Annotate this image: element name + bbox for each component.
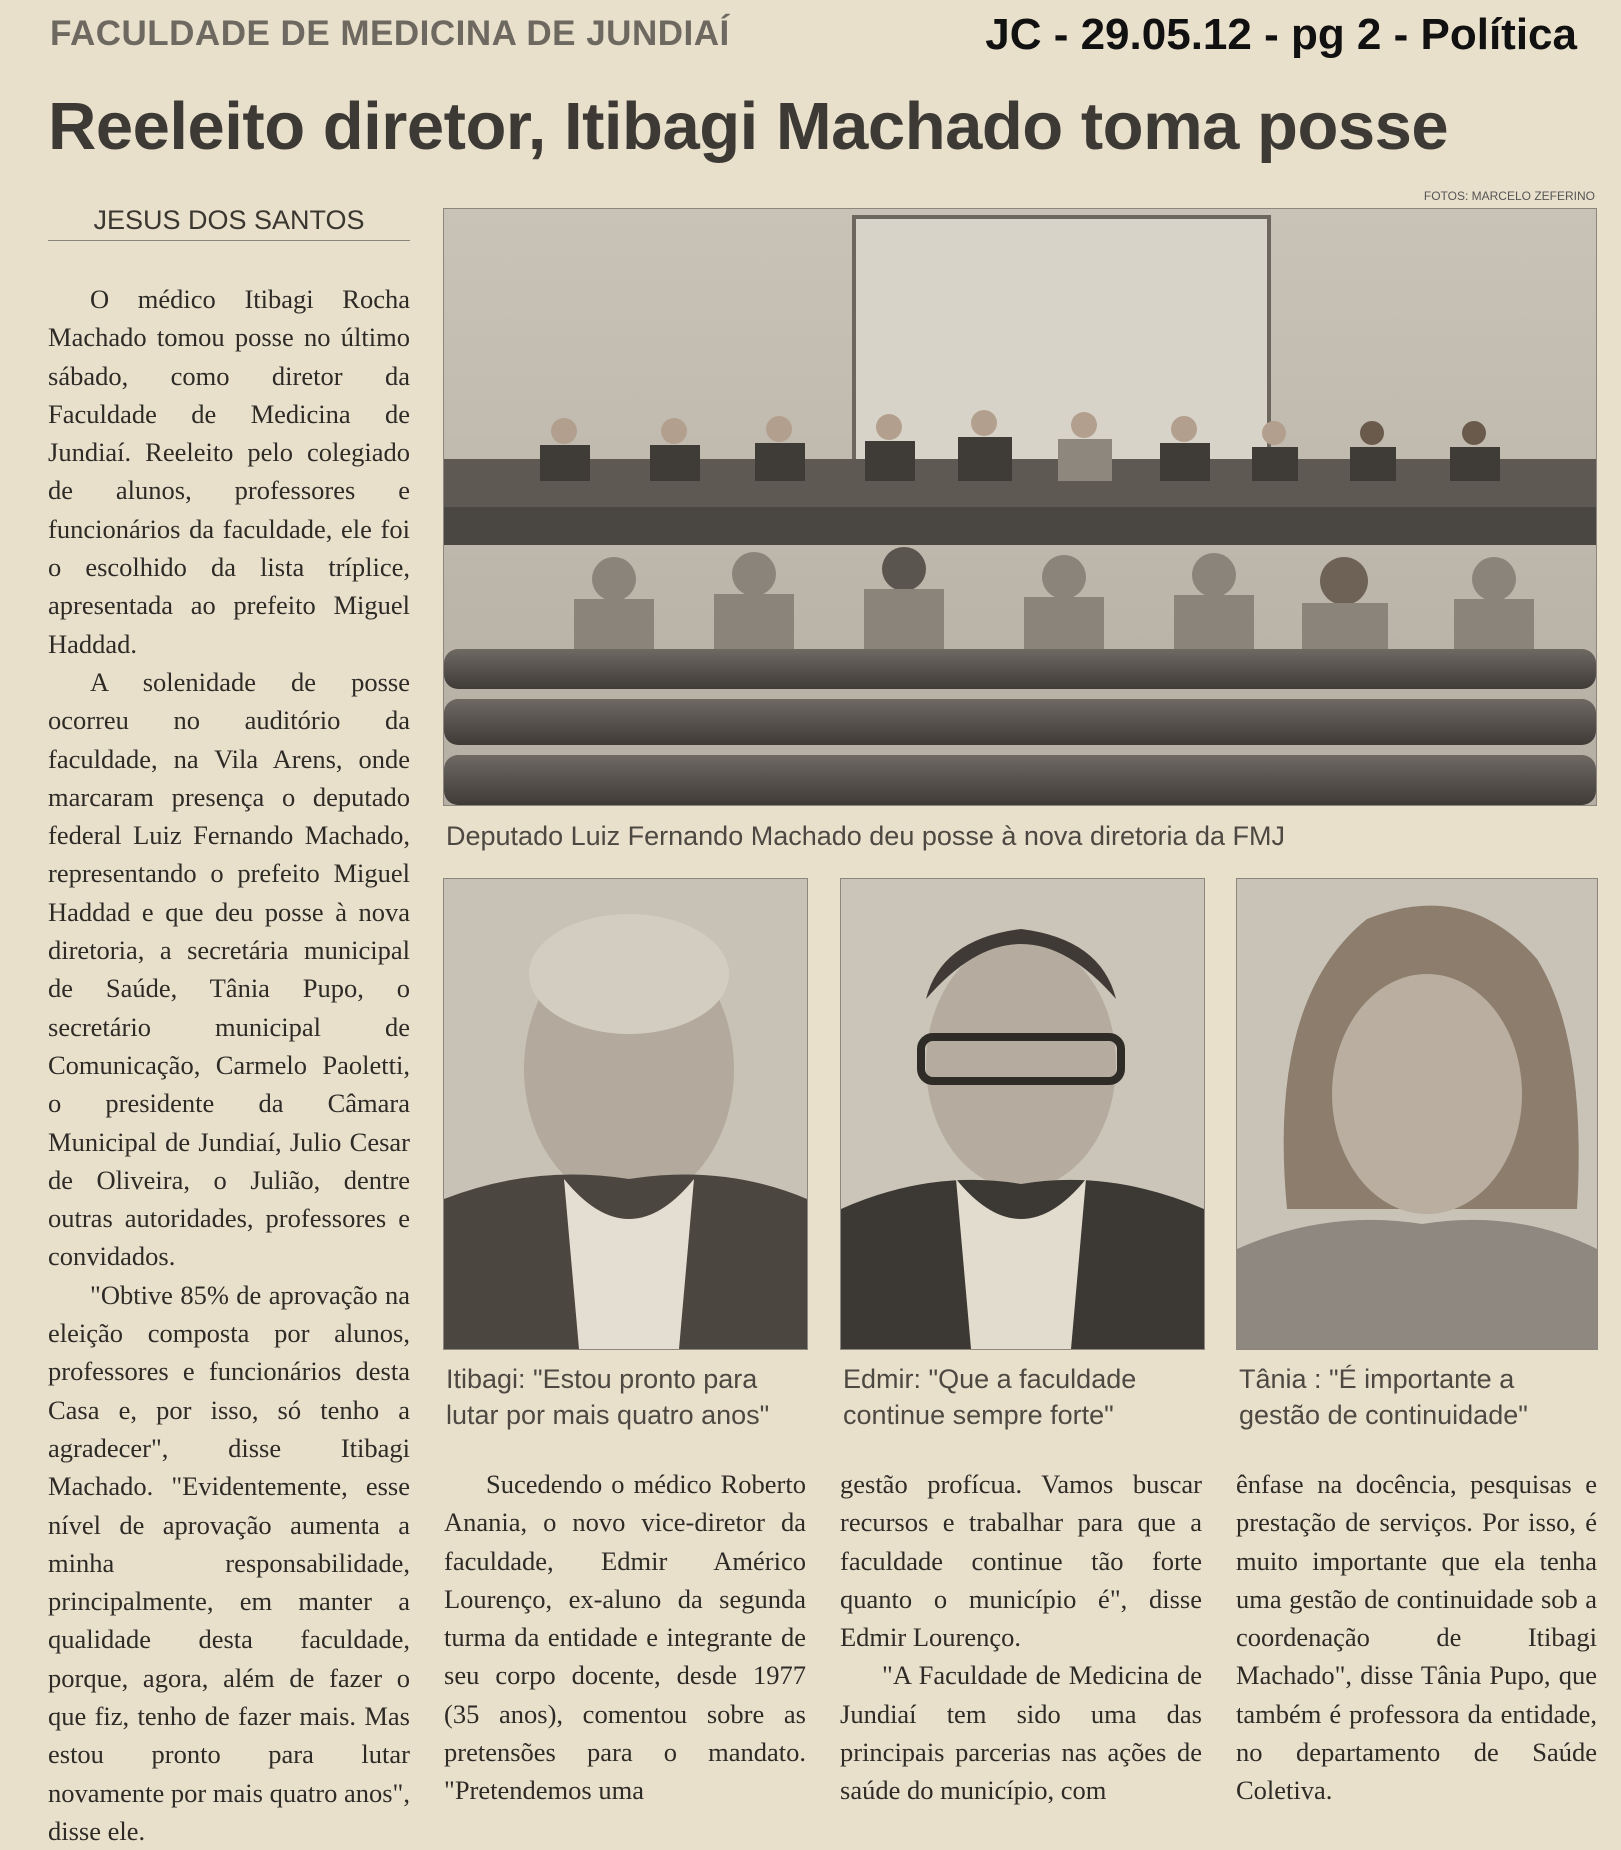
photo-credit: FOTOS: MARCELO ZEFERINO <box>1423 189 1595 203</box>
portrait-edmir <box>840 878 1205 1350</box>
portrait-tania <box>1236 878 1598 1350</box>
clipping-reference: JC - 29.05.12 - pg 2 - Política <box>985 10 1577 59</box>
portrait-edmir-caption: Edmir: "Que a faculdade continue sempre forte" <box>843 1364 1137 1430</box>
portrait-itibagi <box>443 878 808 1350</box>
byline: JESUS DOS SANTOS <box>48 205 410 241</box>
article-column-4 <box>1236 1465 1597 1810</box>
paragraph: gestão profícua. Vamos buscar recursos e trabalhar para que a faculdade continue tão forte quanto o município é", disse Edmir Lourenço. <box>840 1469 1202 1653</box>
headline: Reeleito diretor, Itibagi Machado toma posse <box>48 89 1449 164</box>
paragraph: ênfase na docência, pesquisas e prestação de serviços. Por isso, é muito importante que ela tenha uma gestão de continuidade sob a coordenação de Itibagi Machado", disse Tânia Pupo, que também é professora da entidade, no departamento de Saúde Coletiva. <box>1236 1469 1597 1806</box>
paragraph: A solenidade de posse ocorreu no auditório da faculdade, na Vila Arens, onde marcaram presença o deputado federal Luiz Fernando Machado, representando o prefeito Miguel Haddad e que deu posse à nova diretoria, a secretária municipal de Saúde, Tânia Pupo, o secretário municipal de Comunicação, Carmelo Paoletti, o presidente da Câmara Municipal de Jundiaí, Julio Cesar de Oliveira, o Julião, dentre outras autoridades, professores e convidados. <box>48 666 410 1272</box>
portrait-itibagi-caption: Itibagi: "Estou pronto para lutar por mais quatro anos" <box>446 1364 770 1430</box>
paragraph: "A Faculdade de Medicina de Jundiaí tem sido uma das principais parcerias nas ações de saúde do município, com <box>840 1660 1202 1806</box>
article-column-2 <box>444 1465 806 1810</box>
paragraph: O médico Itibagi Rocha Machado tomou posse no último sábado, como diretor da Faculdade de Medicina de Jundiaí. Reeleito pelo colegiado de alunos, professores e funcionários da faculdade, ele foi o escolhido da lista tríplice, apresentada ao prefeito Miguel Haddad. <box>48 284 410 659</box>
paragraph: "Obtive 85% de aprovação na eleição composta por alunos, professores e funcionários desta Casa e, por isso, só tenho a agradecer", disse Itibagi Machado. "Evidentemente, esse nível de aprovação aumenta a minha responsabilidade, principalmente, em manter a qualidade desta faculdade, porque, agora, além de fazer o que fiz, tenho de fazer mais. Mas estou pronto para lutar novamente por mais quatro anos", disse ele. <box>48 1279 410 1846</box>
paragraph: Sucedendo o médico Roberto Anania, o novo vice-diretor da faculdade, Edmir Américo Lourenço, ex-aluno da segunda turma da entidade e integrante de seu corpo docente, desde 1977 (35 anos), comentou sobre as pretensões para o mandato. "Pretendemos uma <box>444 1469 806 1806</box>
section-kicker: FACULDADE DE MEDICINA DE JUNDIAÍ <box>50 14 730 53</box>
portrait-tania-caption: Tânia : "É importante a gestão de continuidade" <box>1239 1364 1528 1430</box>
main-photo-caption: Deputado Luiz Fernando Machado deu posse à nova diretoria da FMJ <box>446 821 1286 851</box>
article-column-1 <box>48 280 410 1850</box>
article-column-3 <box>840 1465 1202 1810</box>
ceremony-photo <box>443 208 1597 806</box>
